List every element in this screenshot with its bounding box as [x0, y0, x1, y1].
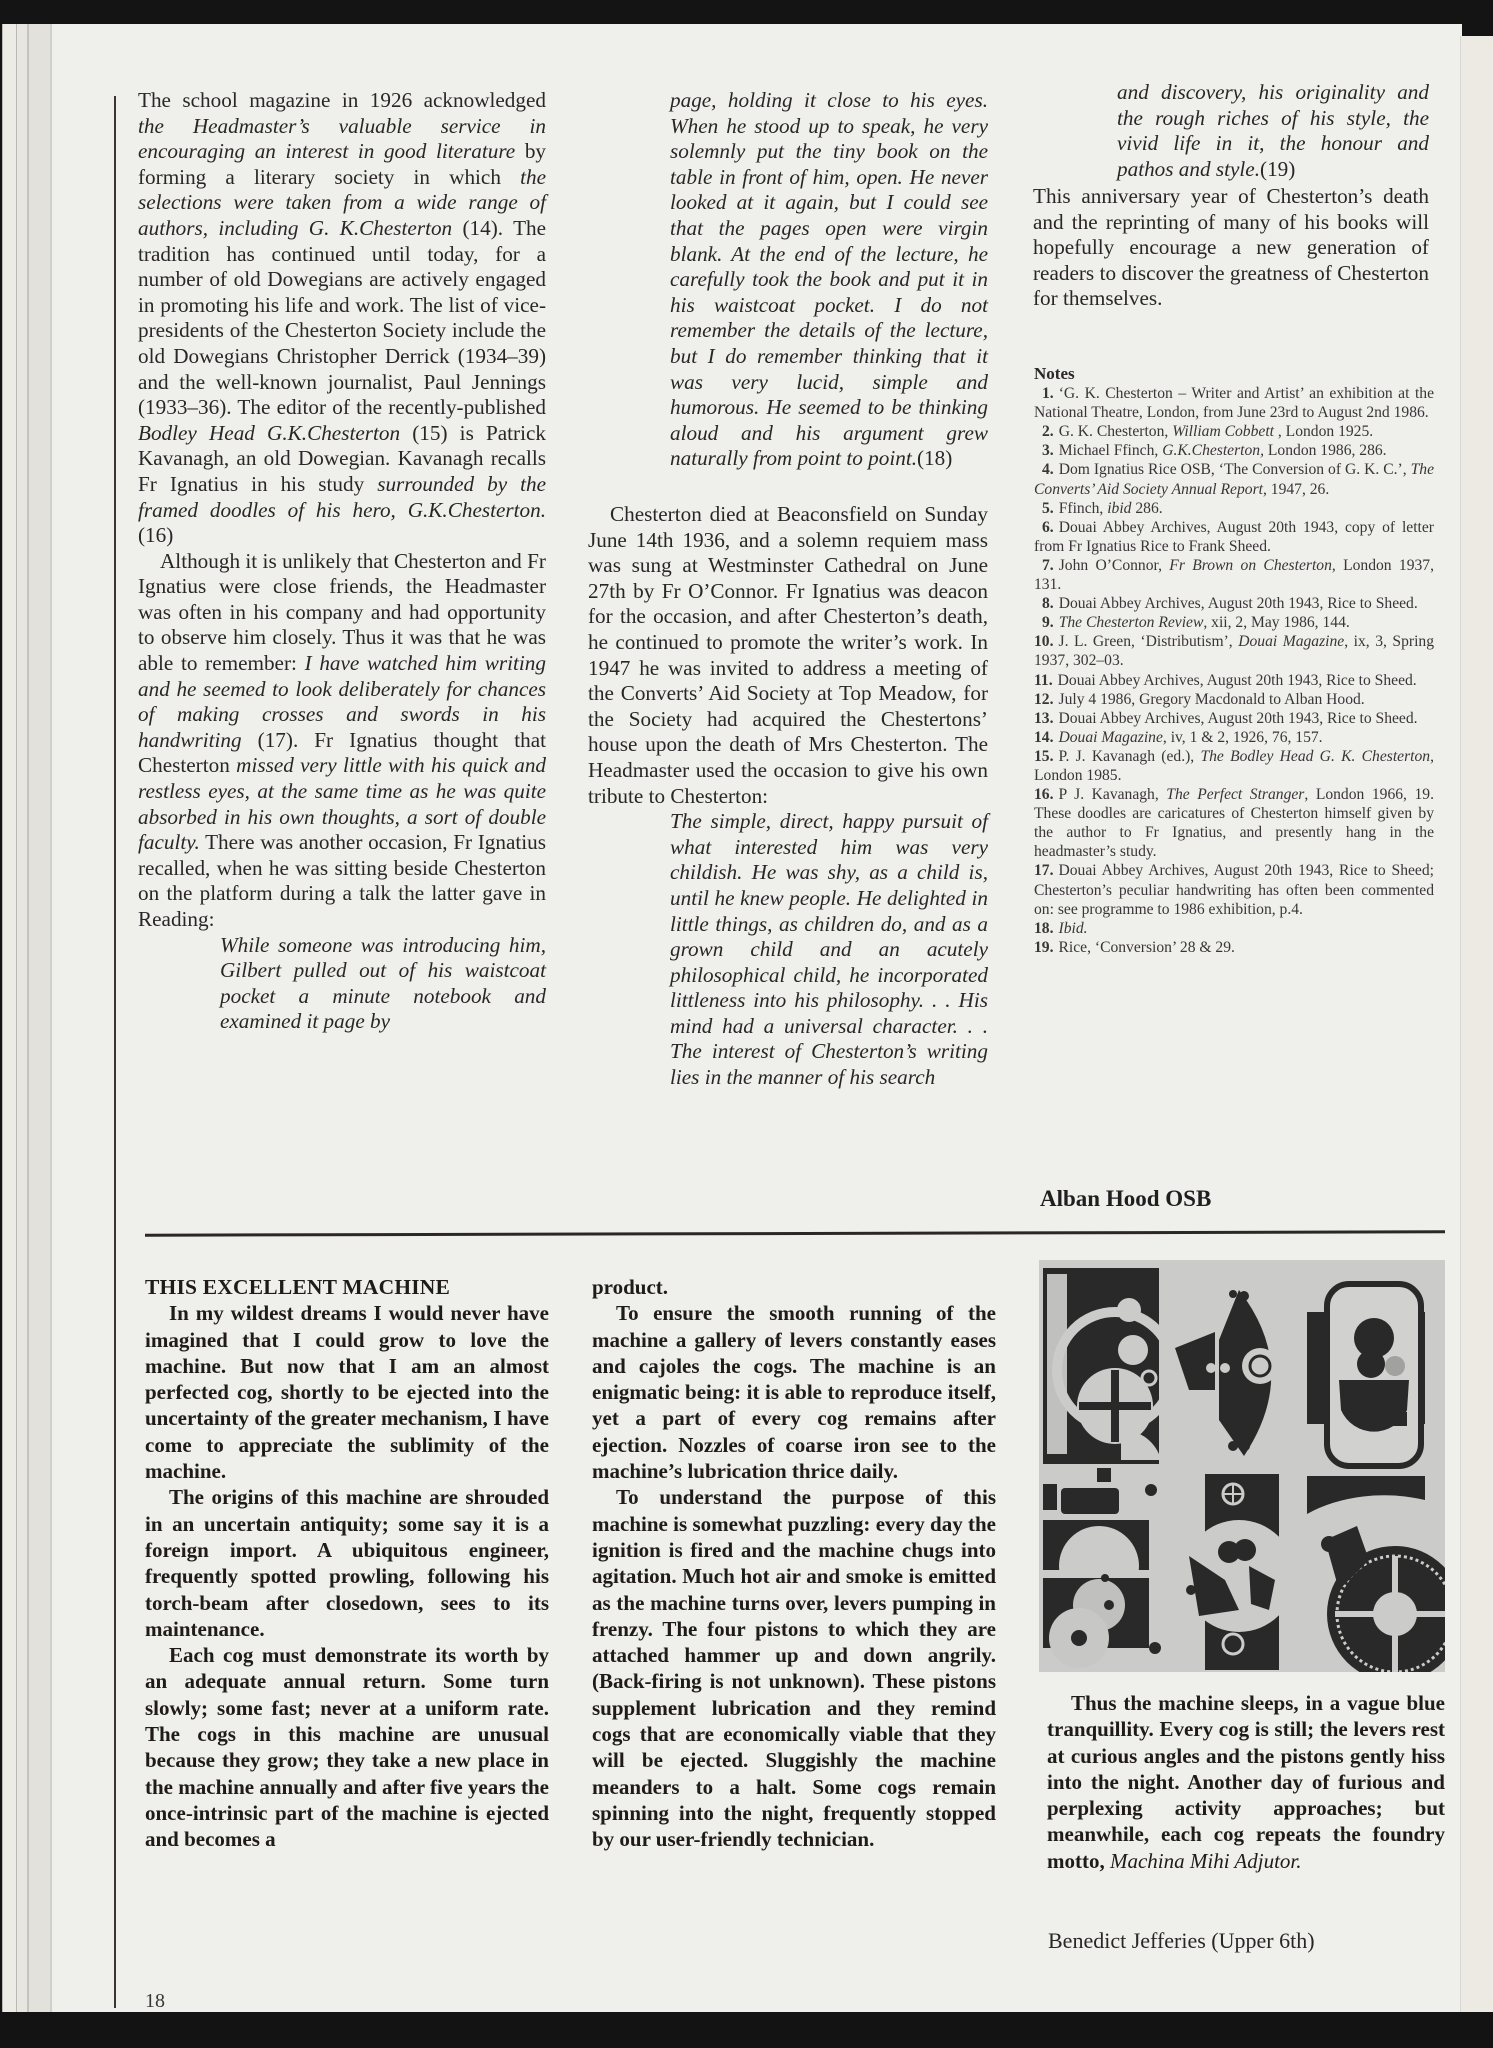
note-item — [1034, 785, 1434, 861]
essay-author: Benedict Jefferies (Upper 6th) — [1048, 1928, 1315, 1953]
note-number: 17. — [1034, 862, 1054, 880]
paragraph: To ensure the smooth running of the machine a gallery of levers constantly eases and cajoles the cogs. The machine is an enigmatic being: it is able to reproduce itself, yet a part of every cog remains after ejection. Nozzles of coarse iron see to the machine’s lubrication thrice daily. — [592, 1301, 996, 1484]
note-text: , London 1985. — [1034, 747, 1434, 784]
note-text: Rice, ‘Conversion’ 28 & 29. — [1058, 938, 1235, 956]
note-item — [1034, 747, 1434, 785]
note-text: 286. — [1131, 499, 1163, 517]
note-title: The Bodley Head G. K. Chesterton — [1200, 747, 1431, 765]
margin-rule — [114, 96, 116, 2008]
note-item — [1034, 384, 1434, 422]
note-item — [1034, 938, 1434, 957]
note-title: William Cobbett — [1172, 423, 1274, 441]
note-number: 2. — [1042, 423, 1054, 441]
essay-column-3 — [1047, 1690, 1445, 1874]
note-item — [1034, 919, 1434, 938]
note-title: The Chesterton Review — [1058, 614, 1204, 632]
paragraph: Thus the machine sleeps, in a vague blue tranquillity. Every cog is still; the levers rest at curious angles and the pistons gently hiss into the night. Another day of furious and perplexing activity approaches; but meanwhile, each cog repeats the foundry motto, Machina Mihi Adjutor. — [1047, 1691, 1445, 1873]
note-text: Ffinch, — [1058, 499, 1108, 517]
machinery-photo — [1039, 1260, 1445, 1672]
note-text: Douai Abbey Archives, August 20th 1943, Rice to Sheed; Chesterton’s peculiar handwriting has often been commented on: see programme to 1986 exhibition, p.4. — [1034, 862, 1434, 918]
note-number: 5. — [1042, 499, 1054, 517]
note-text: , London 1925. — [1273, 423, 1374, 441]
note-item — [1034, 671, 1434, 690]
note-item — [1034, 556, 1434, 594]
note-number: 10. — [1034, 633, 1054, 651]
note-number: 14. — [1034, 728, 1054, 746]
paragraph: The school magazine in 1926 acknowledged the Headmaster’s valuable service in encouraging an interest in good literature by forming a literary society in which the selections were taken from a wide range of authors, including G. K.Chesterton (14). The tradition has continued until today, for a number of old Dowegians are actively engaged in promoting his life and work. The list of vice-presidents of the Chesterton Society include the old Dowegians Christopher Derrick (1934–39) and the well-known journalist, Paul Jennings (1933–36). The editor of the recently-published Bodley Head G.K.Chesterton (15) is Patrick Kavanagh, an old Dowegian. Kavanagh recalls Fr Ignatius in his study surrounded by the framed doodles of his hero, G.K.Chesterton. (16) — [138, 88, 547, 548]
note-text: P J. Kavanagh, — [1058, 786, 1167, 804]
note-title: The Converts’ Aid Society Annual Report — [1034, 461, 1434, 498]
notes-heading: Notes — [1034, 364, 1075, 383]
note-item — [1034, 690, 1434, 709]
article-column-3-quote — [1117, 80, 1429, 182]
block-quote: and discovery, his originality and the rough riches of his style, the vivid life in it, the honour and pathos and style.(19) — [1117, 80, 1429, 181]
block-quote: The simple, direct, happy pursuit of what interested him was very childish. He was shy, as a child is, until he knew people. He delighted in little things, as children do, and as a grown child and an acutely philosophical child, he incorporated littleness into his philosophy. . . His mind had a universal character. . . The interest of Chesterton’s writing lies in the manner of his search — [670, 809, 988, 1090]
note-text: Dom Ignatius Rice OSB, ‘The Conversion of G. K. C.’, — [1058, 461, 1411, 479]
note-text: , iv, 1 & 2, 1926, 76, 157. — [1162, 728, 1323, 746]
note-text: Michael Ffinch, — [1058, 442, 1163, 460]
note-number: 16. — [1034, 786, 1054, 804]
note-text: P. J. Kavanagh (ed.), — [1058, 747, 1201, 765]
essay-column-1 — [145, 1274, 549, 1853]
note-number: 13. — [1034, 709, 1054, 727]
note-title: G.K.Chesterton, — [1162, 442, 1264, 460]
note-text: , xii, 2, May 1986, 144. — [1203, 614, 1350, 632]
note-item — [1034, 861, 1434, 918]
note-number: 8. — [1042, 595, 1054, 613]
paragraph: Each cog must demonstrate its worth by an adequate annual return. Some turn slowly; some fast; never at a uniform rate. The cogs in this machine are unusual because they grow; they take a new place in the machine annually and after five years the once-intrinsic part of the machine is ejected and becomes a — [145, 1643, 549, 1852]
clockwork-illustration — [1039, 1260, 1445, 1672]
note-text: J. L. Green, ‘Distributism’, — [1058, 633, 1239, 651]
note-title: Fr Brown on Chesterton — [1169, 556, 1332, 574]
facing-page-edge — [1460, 36, 1493, 2048]
paragraph: product. — [592, 1275, 669, 1299]
note-number: 6. — [1042, 518, 1054, 536]
background-surface — [0, 2012, 1493, 2048]
note-title: Douai Magazine — [1058, 728, 1163, 746]
note-text: London 1986, 286. — [1264, 442, 1387, 460]
block-quote: page, holding it close to his eyes. When he stood up to speak, he very solemnly put the tiny book on the table in front of him, open. He never looked at it again, but I could see that the pages open were virgin blank. At the end of the lecture, he carefully took the book and put it in his waistcoat pocket. I do not remember the details of the lecture, but I do remember thinking that it was very lucid, simple and humorous. He seemed to be thinking aloud and his argument grew naturally from point to point.(18) — [670, 88, 988, 471]
block-quote: While someone was introducing him, Gilbert pulled out of his waistcoat pocket a minute notebook and examined it page by — [220, 932, 546, 1034]
article-column-1 — [138, 88, 546, 1035]
note-item — [1034, 632, 1434, 670]
paragraph: The origins of this machine are shrouded in an uncertain antiquity; some say it is a foreign import. A ubiquitous engineer, frequently spotted prowling, following his torch-beam after closedown, sees to its maintenance. — [145, 1485, 549, 1641]
note-text: , London 1966, 19. These doodles are caricatures of Chesterton himself given by the author to Fr Ignatius, and presently hang in the headmaster’s study. — [1034, 786, 1434, 861]
note-number: 4. — [1042, 461, 1054, 479]
note-text: , ix, 3, Spring 1937, 302–03. — [1034, 633, 1434, 670]
essay-column-2 — [592, 1274, 996, 1853]
note-text: Douai Abbey Archives, August 20th 1943, Rice to Sheed. — [1058, 709, 1418, 727]
note-number: 7. — [1042, 556, 1054, 574]
article-column-2-quote — [670, 88, 988, 472]
paragraph: In my wildest dreams I would never have imagined that I could grow to love the machine. But now that I am an almost perfected cog, shortly to be ejected into the uncertainty of the greater mechanism, I have come to appreciate the sublimity of the machine. — [145, 1301, 549, 1484]
note-number: 15. — [1034, 747, 1054, 765]
note-text: G. K. Chesterton, — [1058, 423, 1173, 441]
note-number: 18. — [1034, 919, 1054, 937]
note-title: Ibid. — [1058, 919, 1088, 937]
article-author: Alban Hood OSB — [1040, 1186, 1212, 1211]
essay-title: THIS EXCELLENT MACHINE — [145, 1275, 451, 1299]
note-text: , London 1937, 131. — [1034, 556, 1434, 594]
paragraph: This anniversary year of Chesterton’s death and the reprinting of many of his books will hopefully encourage a new generation of readers to discover the greatness of Chesterton for themselves. — [1033, 184, 1429, 311]
note-number: 1. — [1042, 385, 1054, 403]
paragraph: Although it is unlikely that Chesterton and Fr Ignatius were close friends, the Headmaster was often in his company and had opportunity to observe him closely. Thus it was that he was able to remember: I have watched him writing and he seemed to look deliberately for chances of making crosses and swords in his handwriting (17). Fr Ignatius thought that Chesterton missed very little with his quick and restless eyes, at the same time as he was quite absorbed in his own thoughts, a sort of double faculty. There was another occasion, Fr Ignatius recalled, when he was sitting beside Chesterton on the platform during a talk the latter gave in Reading: — [138, 548, 547, 931]
note-text: , 1947, 26. — [1262, 480, 1330, 498]
note-item — [1034, 728, 1434, 747]
note-number: 12. — [1034, 690, 1054, 708]
note-item — [1034, 518, 1434, 556]
note-text: Douai Abbey Archives, August 20th 1943, Rice to Sheed. — [1058, 595, 1418, 613]
note-item — [1034, 613, 1434, 632]
paragraph: Chesterton died at Beaconsfield on Sunday June 14th 1936, and a solemn requiem mass was sung at Westminster Cathedral on June 27th by Fr O’Connor. Fr Ignatius was deacon for the occasion, and after Chesterton’s death, he continued to promote the writer’s work. In 1947 he was invited to address a meeting of the Converts’ Aid Society at Top Meadow, for the Society had acquired the Chestertons’ house upon the death of Mrs Chesterton. The Headmaster used the occasion to give his own tribute to Chesterton: — [588, 502, 988, 808]
note-text: John O’Connor, — [1058, 556, 1170, 574]
note-text: Douai Abbey Archives, August 20th 1943, Rice to Sheed. — [1057, 671, 1417, 689]
article-column-2 — [588, 502, 988, 1091]
note-item — [1034, 460, 1434, 498]
note-item — [1034, 499, 1434, 518]
page-number: 18 — [145, 1990, 165, 2012]
note-text: ‘G. K. Chesterton – Writer and Artist’ an exhibition at the National Theatre, London, from June 23rd to August 2nd 1986. — [1034, 385, 1434, 422]
note-title: Douai Magazine — [1238, 633, 1345, 651]
note-item — [1034, 709, 1434, 728]
motto: Machina Mihi Adjutor. — [1109, 1848, 1302, 1873]
note-number: 9. — [1042, 614, 1054, 632]
note-title: ibid — [1107, 499, 1132, 517]
note-number: 19. — [1034, 938, 1054, 956]
note-number: 11. — [1034, 671, 1053, 689]
note-number: 3. — [1042, 442, 1054, 460]
note-title: The Perfect Stranger — [1166, 786, 1305, 804]
article-column-3 — [1033, 184, 1429, 312]
note-text: July 4 1986, Gregory Macdonald to Alban Hood. — [1058, 690, 1365, 708]
note-item — [1034, 441, 1434, 460]
notes-section — [1034, 364, 1434, 957]
paragraph: To understand the purpose of this machine is somewhat puzzling: every day the ignition is fired and the machine chugs into agitation. Much hot air and smoke is emitted as the machine turns over, levers pumping in frenzy. The four pistons to which they are attached hammer up and down angrily. (Back-firing is not unknown). These pistons supplement lubrication and they remind cogs that are economically viable that they will be ejected. Sluggishly the machine meanders to a halt. Some cogs remain spinning into the night, frequently stopped by our user-friendly technician. — [592, 1485, 996, 1852]
note-text: Douai Abbey Archives, August 20th 1943, copy of letter from Fr Ignatius Rice to Frank Sheed. — [1034, 518, 1434, 555]
note-item — [1034, 594, 1434, 613]
note-item — [1034, 422, 1434, 441]
